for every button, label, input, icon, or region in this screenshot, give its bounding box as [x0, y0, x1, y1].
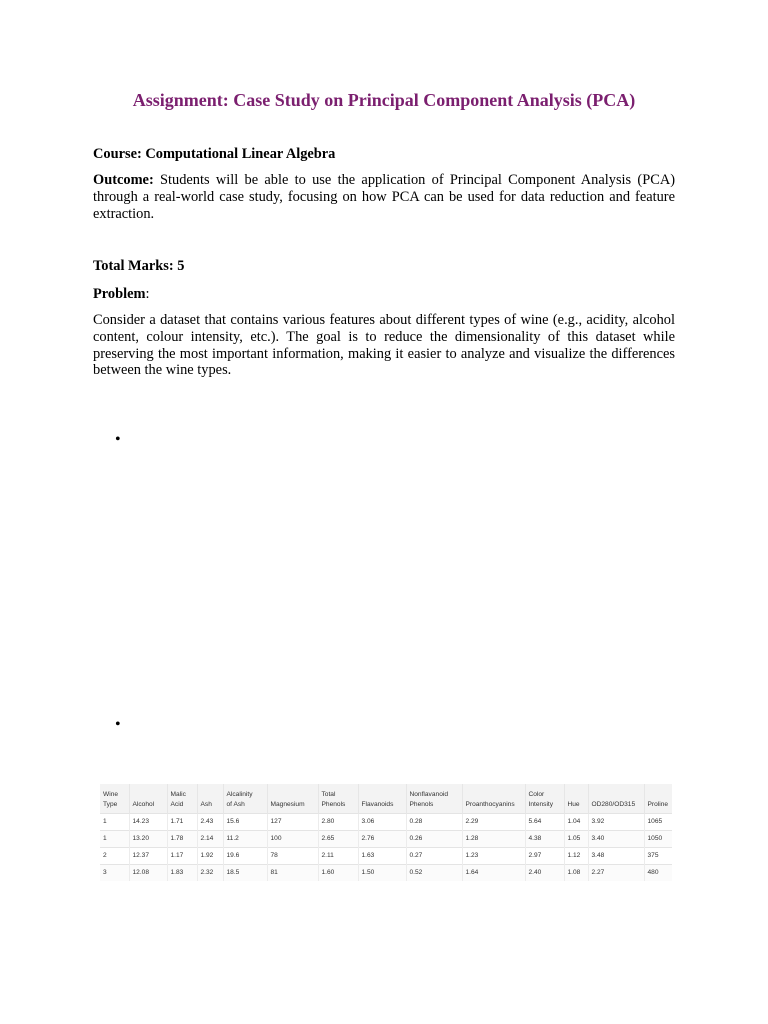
- header-line: Flavanoids: [361, 801, 394, 808]
- table-header-cell: [525, 784, 564, 814]
- table-cell: 1.04: [564, 814, 588, 831]
- table-header-cell: [318, 784, 358, 814]
- table-cell: 2.14: [197, 831, 223, 848]
- header-line: [466, 790, 522, 800]
- table-row: [100, 831, 672, 848]
- header-line: Nonflavanoid: [409, 791, 448, 798]
- table-cell: 1.63: [358, 848, 406, 865]
- table-cell: 19.6: [223, 848, 267, 865]
- table-header-cell: [197, 784, 223, 814]
- table-header-cell: [267, 784, 318, 814]
- table-cell: 2.80: [318, 814, 358, 831]
- table-cell: 480: [644, 865, 672, 882]
- table-row: [100, 814, 672, 831]
- header-line: Total: [321, 791, 336, 798]
- header-line: of Ash: [226, 801, 245, 808]
- table-cell: 1.71: [167, 814, 197, 831]
- table-cell: 2.11: [318, 848, 358, 865]
- header-line: [648, 790, 670, 800]
- table-cell: 0.28: [406, 814, 462, 831]
- table-cell: 2.65: [318, 831, 358, 848]
- table-cell: 0.52: [406, 865, 462, 882]
- table-cell: 3.40: [588, 831, 644, 848]
- table-cell: 0.26: [406, 831, 462, 848]
- outcome-label: Outcome:: [93, 172, 154, 188]
- course-line: Course: Computational Linear Algebra: [93, 146, 336, 162]
- table-cell: 3.92: [588, 814, 644, 831]
- table-cell: 2.97: [525, 848, 564, 865]
- table-header-cell: [129, 784, 167, 814]
- table-cell: 12.37: [129, 848, 167, 865]
- header-line: Alcohol: [132, 801, 155, 808]
- table-cell: 1.60: [318, 865, 358, 882]
- header-line: Wine: [103, 791, 119, 798]
- table-cell: 1.17: [167, 848, 197, 865]
- header-line: [568, 790, 585, 800]
- table-cell: 1.08: [564, 865, 588, 882]
- table-row: [100, 865, 672, 882]
- table-cell: 2.32: [197, 865, 223, 882]
- table-row: [100, 848, 672, 865]
- table-cell: 3: [100, 865, 129, 882]
- table-cell: 1.83: [167, 865, 197, 882]
- table-cell: 5.64: [525, 814, 564, 831]
- table-header-cell: [406, 784, 462, 814]
- table-cell: 18.5: [223, 865, 267, 882]
- table-header-row: [100, 784, 672, 814]
- table-cell: 1.50: [358, 865, 406, 882]
- header-line: Proanthocyanins: [465, 801, 515, 808]
- table-cell: 11.2: [223, 831, 267, 848]
- table-header-cell: [223, 784, 267, 814]
- outcome-text: Students will be able to use the application of Principal Component Analysis (PCA) through a real-world case study, focusing on how PCA can be used for data reduction and feature extraction.: [93, 172, 675, 222]
- table-cell: 15.6: [223, 814, 267, 831]
- problem-label: Problem: [93, 286, 146, 302]
- header-line: [362, 790, 403, 800]
- table-cell: 375: [644, 848, 672, 865]
- table-cell: 1050: [644, 831, 672, 848]
- header-line: Malic: [170, 791, 186, 798]
- table-cell: 1.92: [197, 848, 223, 865]
- table-cell: 2.76: [358, 831, 406, 848]
- header-line: Color: [528, 791, 545, 798]
- outcome-paragraph: [93, 172, 675, 222]
- wine-dataset-table: [100, 784, 672, 881]
- header-line: Phenols: [409, 801, 434, 808]
- header-line: Intensity: [528, 801, 554, 808]
- table-cell: 2.27: [588, 865, 644, 882]
- table-cell: 1.23: [462, 848, 525, 865]
- table-cell: 1.78: [167, 831, 197, 848]
- header-line: Acid: [170, 801, 184, 808]
- table-header-cell: [358, 784, 406, 814]
- header-line: Alcalinity: [226, 791, 253, 798]
- header-line: OD280/OD315: [591, 801, 636, 808]
- header-line: Phenols: [321, 801, 346, 808]
- problem-colon: :: [145, 286, 150, 302]
- table-cell: 81: [267, 865, 318, 882]
- table-cell: 12.08: [129, 865, 167, 882]
- table-cell: 100: [267, 831, 318, 848]
- table-header-cell: [644, 784, 672, 814]
- page-title: Assignment: Case Study on Principal Component Analysis (PCA): [132, 90, 636, 110]
- table-cell: 1.12: [564, 848, 588, 865]
- table-cell: 1065: [644, 814, 672, 831]
- table-cell: 3.48: [588, 848, 644, 865]
- table-cell: 1.28: [462, 831, 525, 848]
- table-cell: 2.43: [197, 814, 223, 831]
- table-header-cell: [588, 784, 644, 814]
- problem-heading: [93, 286, 675, 303]
- table-cell: 78: [267, 848, 318, 865]
- header-line: Type: [103, 801, 118, 808]
- table-cell: 127: [267, 814, 318, 831]
- header-line: [133, 790, 164, 800]
- header-line: [271, 790, 315, 800]
- table-cell: 13.20: [129, 831, 167, 848]
- table-cell: 2.29: [462, 814, 525, 831]
- header-line: Proline: [647, 801, 669, 808]
- table-cell: 0.27: [406, 848, 462, 865]
- header-line: Ash: [200, 801, 212, 808]
- table-cell: 2.40: [525, 865, 564, 882]
- table-header-cell: [462, 784, 525, 814]
- bullet-point: •: [115, 431, 121, 448]
- table-cell: 2: [100, 848, 129, 865]
- header-line: [201, 790, 220, 800]
- table-cell: 14.23: [129, 814, 167, 831]
- bullet-point: •: [115, 716, 121, 733]
- header-line: Magnesium: [270, 801, 305, 808]
- header-line: [592, 790, 641, 800]
- table-cell: 1.05: [564, 831, 588, 848]
- problem-description: Consider a dataset that contains various features about different types of wine (e.g., acidity, alcohol content, colour intensity, etc.). The goal is to reduce the dimensionality of this dataset while preserving the most important information, making it easier to analyze and visualize the differences between the wine types.: [93, 312, 675, 379]
- table-cell: 1: [100, 814, 129, 831]
- table-cell: 1: [100, 831, 129, 848]
- table-cell: 3.06: [358, 814, 406, 831]
- table-cell: 1.64: [462, 865, 525, 882]
- total-marks: Total Marks: 5: [93, 258, 185, 274]
- table-header-cell: [167, 784, 197, 814]
- table-cell: 4.38: [525, 831, 564, 848]
- header-line: Hue: [567, 801, 580, 808]
- table-header-cell: [564, 784, 588, 814]
- table-header-cell: [100, 784, 129, 814]
